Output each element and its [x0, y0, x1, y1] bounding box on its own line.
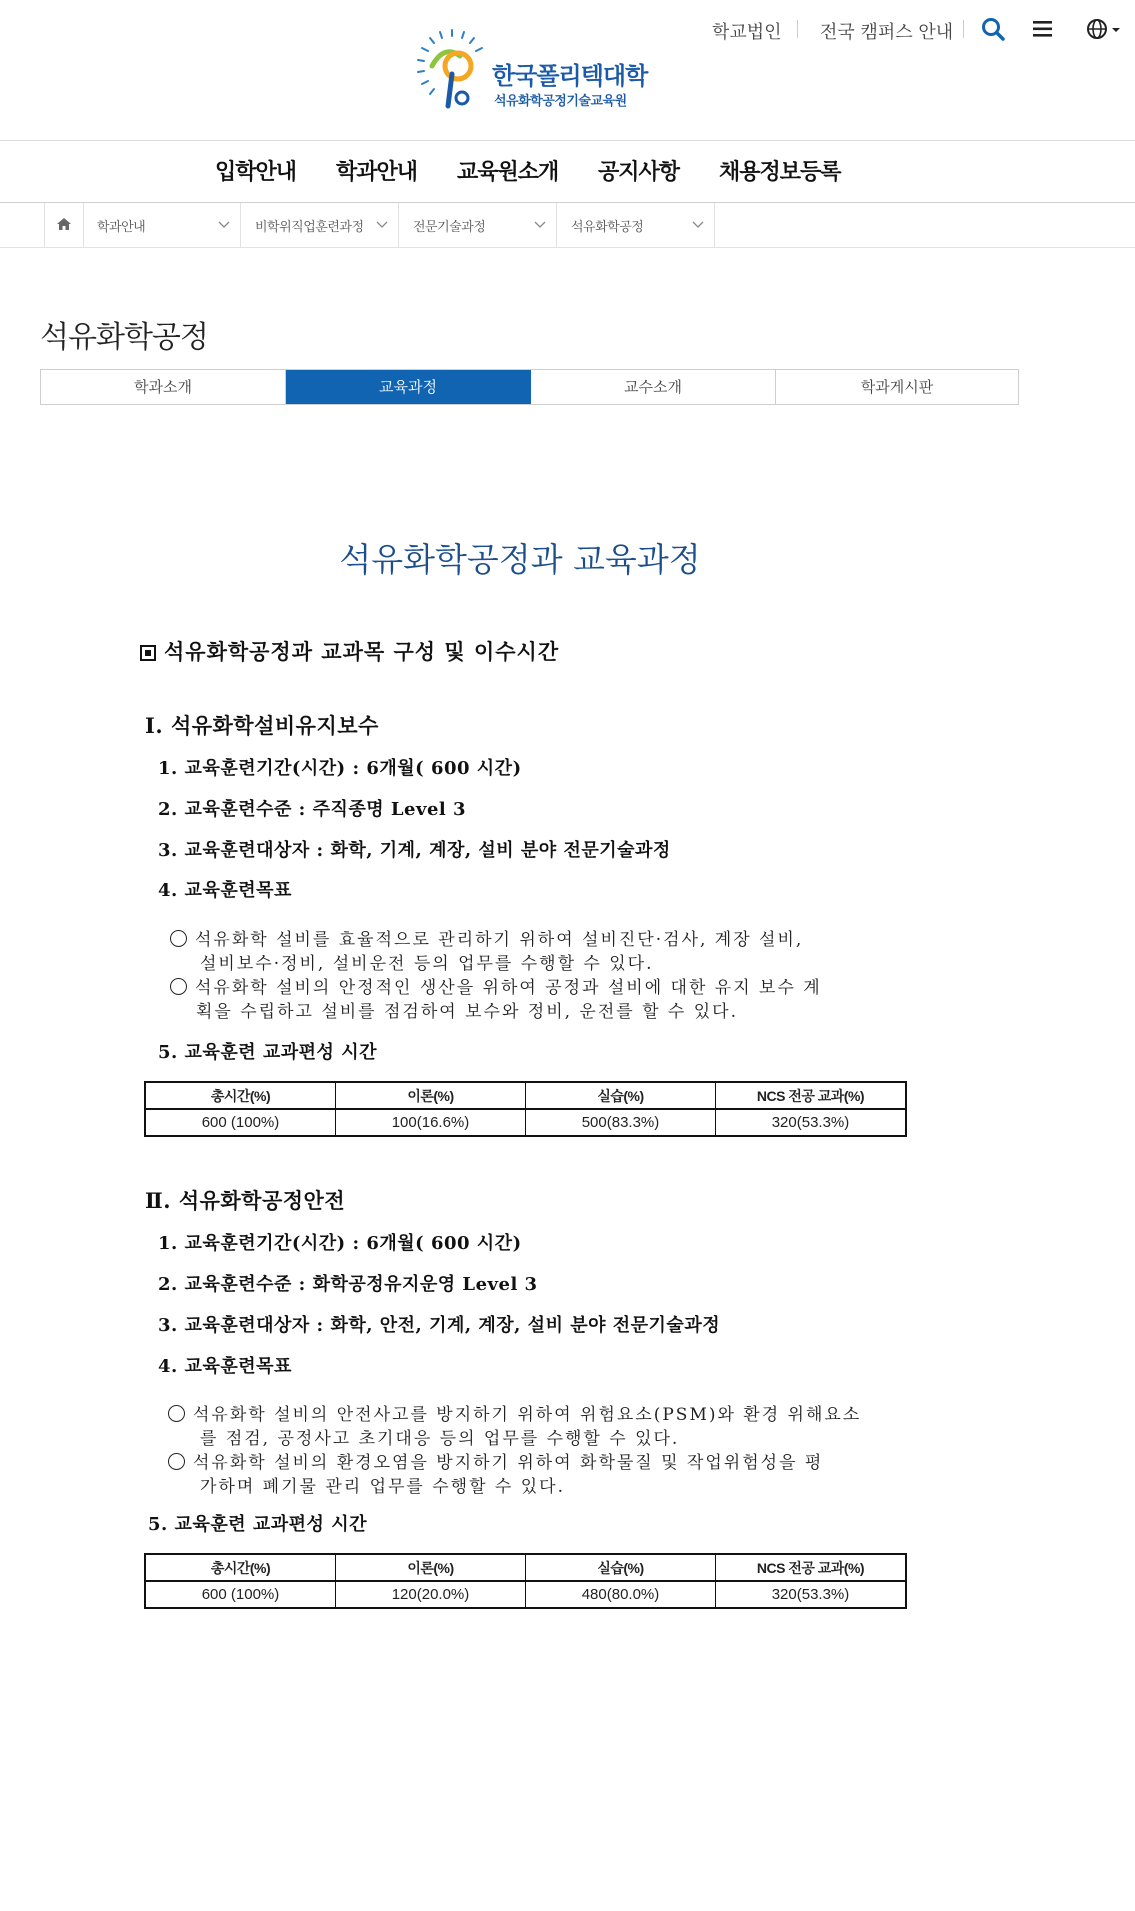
cell-total: 600 (100%): [145, 1581, 336, 1608]
col-total: 총시간(%): [145, 1082, 336, 1109]
cell-total: 600 (100%): [145, 1109, 336, 1136]
training-target: 3. 교육훈련대상자 : 화학, 안전, 기계, 계장, 설비 분야 전문기술과정: [158, 1315, 721, 1336]
square-bullet-icon: [140, 645, 156, 661]
breadcrumb-item-professional[interactable]: [399, 203, 557, 247]
nav-notice[interactable]: 공지사항: [598, 160, 680, 185]
cell-practice: 500(83.3%): [526, 1109, 716, 1136]
nav-admission[interactable]: 입학안내: [215, 160, 297, 185]
goal-text: 석유화학 설비의 환경오염을 방지하기 위하여 화학물질 및 작업위험성을 평: [193, 1453, 824, 1473]
training-goal-heading: 4. 교육훈련목표: [158, 1356, 292, 1377]
training-goal-heading: 4. 교육훈련목표: [158, 880, 292, 901]
cell-ncs: 320(53.3%): [716, 1581, 907, 1608]
col-theory: 이론(%): [336, 1554, 526, 1581]
cell-practice: 480(80.0%): [526, 1581, 716, 1608]
cell-theory: 120(20.0%): [336, 1581, 526, 1608]
main-navigation: [0, 141, 1135, 203]
goal-text-continued: 를 점검, 공정사고 초기대응 등의 업무를 수행할 수 있다.: [200, 1429, 680, 1449]
util-divider: [797, 20, 798, 38]
breadcrumb-label: 전문기술과정: [413, 220, 486, 235]
nav-department[interactable]: 학과안내: [336, 160, 418, 185]
col-total: 총시간(%): [145, 1554, 336, 1581]
section-title: Ⅰ. 석유화학설비유지보수: [145, 713, 379, 738]
col-practice: 실습(%): [526, 1554, 716, 1581]
chevron-down-icon: [376, 218, 388, 230]
table-header-row: [145, 1082, 906, 1109]
tab-department-intro[interactable]: 학과소개: [41, 370, 286, 404]
chevron-down-icon: [534, 218, 546, 230]
chevron-down-icon: [218, 218, 230, 230]
breadcrumb-label: 석유화학공정: [571, 220, 644, 235]
breadcrumb-home[interactable]: [44, 203, 84, 247]
table-row: [145, 1109, 906, 1136]
training-goal-item: [170, 925, 803, 950]
site-header: [0, 0, 1135, 141]
training-goal-item: [168, 1400, 861, 1425]
hours-table: [144, 1553, 907, 1609]
util-link-campus[interactable]: 전국 캠퍼스 안내: [820, 22, 954, 43]
breadcrumb: [0, 203, 1135, 248]
table-heading: 5. 교육훈련 교과편성 시간: [158, 1042, 377, 1063]
breadcrumb-item-petrochemical[interactable]: [557, 203, 715, 247]
goal-text: 석유화학 설비의 안정적인 생산을 위하여 공정과 설비에 대한 유지 보수 계: [195, 978, 822, 998]
training-goal-item: [170, 973, 822, 998]
nav-institute[interactable]: 교육원소개: [457, 160, 559, 185]
goal-text-continued: 가하며 폐기물 관리 업무를 수행할 수 있다.: [200, 1477, 566, 1497]
logo-subtitle: 석유화학공정기술교육원: [494, 94, 627, 109]
logo-name: 한국폴리텍대학: [492, 62, 648, 90]
training-period: 1. 교육훈련기간(시간) : 6개월( 600 시간): [158, 1233, 522, 1254]
training-level: 2. 교육훈련수준 : 주직종명 Level 3: [158, 799, 467, 820]
search-icon[interactable]: [980, 16, 1006, 42]
menu-icon[interactable]: [1030, 16, 1056, 42]
col-ncs: NCS 전공 교과(%): [716, 1082, 907, 1109]
col-theory: 이론(%): [336, 1082, 526, 1109]
table-header-row: [145, 1554, 906, 1581]
chevron-down-icon: [692, 218, 704, 230]
col-ncs: NCS 전공 교과(%): [716, 1554, 907, 1581]
tab-curriculum[interactable]: 교육과정: [286, 370, 531, 404]
breadcrumb-label: 비학위직업훈련과정: [255, 220, 364, 235]
goal-text: 석유화학 설비의 안전사고를 방지하기 위하여 위험요소(PSM)와 환경 위해요소: [193, 1405, 862, 1425]
circle-bullet-icon: [170, 930, 187, 947]
training-goal-item: [168, 1448, 823, 1473]
training-target: 3. 교육훈련대상자 : 화학, 기계, 계장, 설비 분야 전문기술과정: [158, 840, 671, 861]
cell-ncs: 320(53.3%): [716, 1109, 907, 1136]
hours-table: [144, 1081, 907, 1137]
tab-board[interactable]: 학과게시판: [860, 378, 934, 396]
col-practice: 실습(%): [526, 1082, 716, 1109]
nav-job-registration[interactable]: 채용정보등록: [719, 160, 841, 185]
circle-bullet-icon: [168, 1405, 185, 1422]
training-level: 2. 교육훈련수준 : 화학공정유지운영 Level 3: [158, 1274, 538, 1295]
goal-text: 석유화학 설비를 효율적으로 관리하기 위하여 설비진단·검사, 계장 설비,: [195, 930, 804, 950]
cell-theory: 100(16.6%): [336, 1109, 526, 1136]
breadcrumb-label: 학과안내: [97, 220, 146, 235]
training-period: 1. 교육훈련기간(시간) : 6개월( 600 시간): [158, 758, 522, 779]
breadcrumb-item-department[interactable]: [83, 203, 241, 247]
globe-icon[interactable]: [1085, 16, 1125, 42]
table-row: [145, 1581, 906, 1608]
circle-bullet-icon: [168, 1453, 185, 1470]
goal-text-continued: 획을 수립하고 설비를 점검하여 보수와 정비, 운전를 할 수 있다.: [196, 1002, 738, 1022]
tab-professors[interactable]: 교수소개: [531, 370, 776, 404]
site-logo[interactable]: [412, 26, 652, 112]
curriculum-subheading: [140, 636, 559, 666]
circle-bullet-icon: [170, 978, 187, 995]
sub-tabs: [40, 369, 1019, 405]
goal-text-continued: 설비보수·정비, 설비운전 등의 업무를 수행할 수 있다.: [200, 954, 654, 974]
content-title: 석유화학공정과 교육과정: [339, 540, 701, 579]
logo-mark-icon: [412, 26, 492, 112]
util-divider: [963, 20, 964, 38]
section-title: Ⅱ. 석유화학공정안전: [145, 1188, 346, 1213]
subheading-text: 석유화학공정과 교과목 구성 및 이수시간: [164, 639, 560, 664]
home-icon: [56, 217, 72, 231]
breadcrumb-item-nondegree[interactable]: [241, 203, 399, 247]
util-link-foundation[interactable]: 학교법인: [712, 22, 782, 43]
page-title: 석유화학공정: [40, 320, 208, 355]
table-heading: 5. 교육훈련 교과편성 시간: [148, 1514, 367, 1535]
